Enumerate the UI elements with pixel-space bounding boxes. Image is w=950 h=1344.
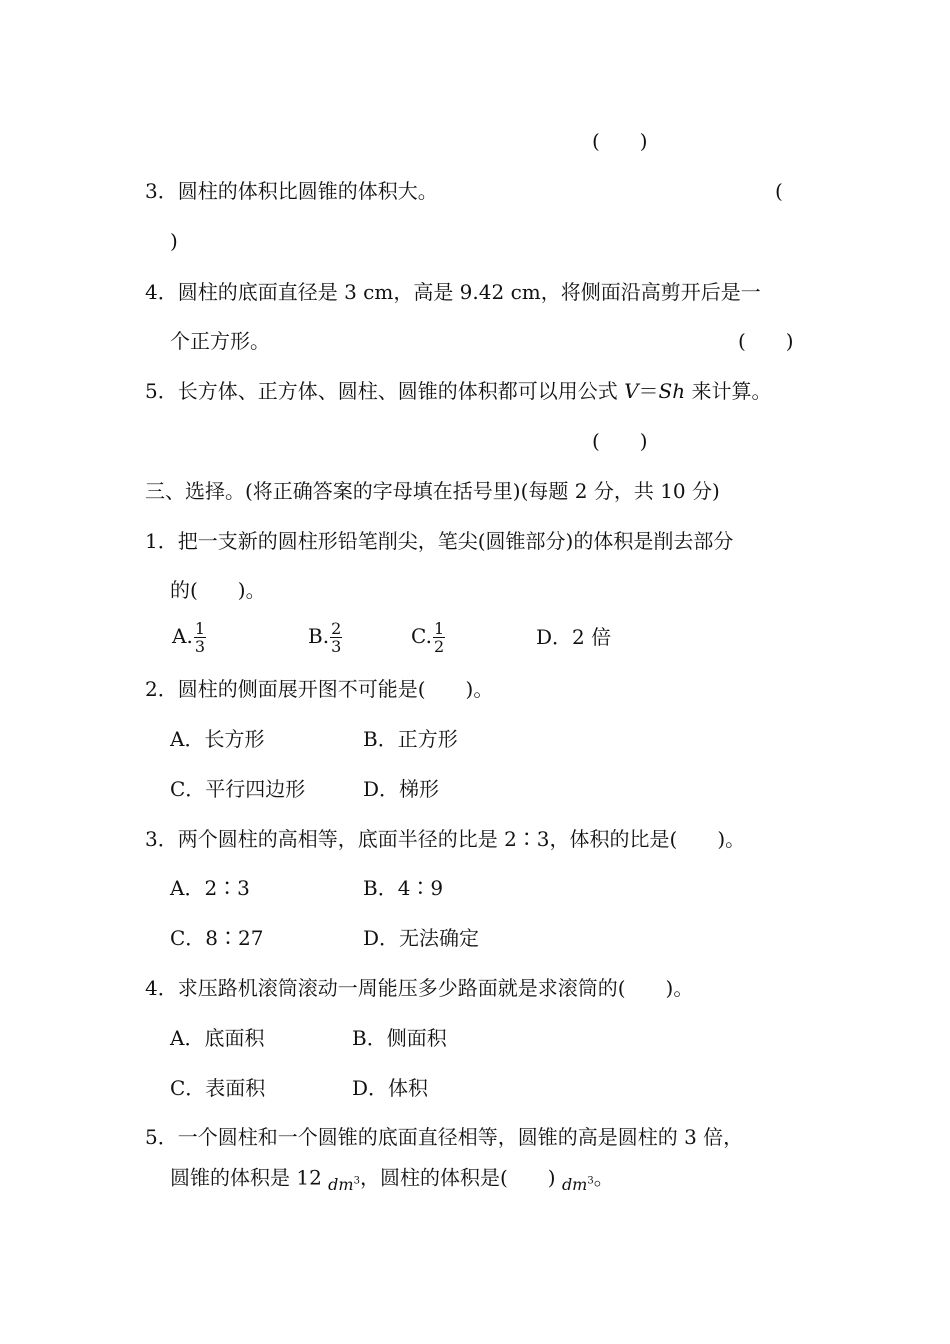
q5-unit-cylinder [562,1175,594,1194]
choice-q3-option-d: D．无法确定 [363,926,480,950]
unit-exponent: 3 [353,1176,360,1187]
choice-q4-text: 4．求压路机滚筒滚动一周能压多少路面就是求滚筒的( )。 [145,976,694,1000]
judge-q4-line1: 4．圆柱的底面直径是 3 cm，高是 9.42 cm，将侧面沿高剪开后是一 [145,280,761,304]
q5-cone-volume-text: 圆锥的体积是 12 [170,1165,329,1190]
choice-q2-option-a: A．长方形 [170,727,265,751]
fraction-denominator: 3 [194,637,205,656]
choice-q1-option-a [172,620,206,655]
choice-q3-option-a: A．2∶3 [170,876,250,900]
judge-q4-line2: 个正方形。 [170,329,270,353]
option-a-label: A. [172,624,193,648]
choice-q3-option-b: B．4∶9 [363,876,444,900]
section-heading-choice: 三、选择。(将正确答案的字母填在括号里)(每题 2 分，共 10 分) [145,479,720,503]
judge-q5-formula-v: V [624,379,639,403]
choice-q4-option-b: B．侧面积 [352,1026,447,1050]
judge-q5-text [145,378,772,404]
choice-q2-text: 2．圆柱的侧面展开图不可能是( )。 [145,677,494,701]
choice-q3-option-c: C．8∶27 [170,926,264,950]
choice-q5-line1: 5．一个圆柱和一个圆锥的底面直径相等，圆锥的高是圆柱的 3 倍， [145,1125,744,1149]
unit-text: dm [561,1175,588,1195]
option-b-fraction [330,620,342,655]
fraction-numerator: 1 [194,619,205,638]
judge-q3-paren-open: ( [775,179,783,203]
choice-q2-option-d: D．梯形 [363,777,440,801]
fraction-numerator: 2 [331,619,342,638]
option-c-label: C. [411,624,432,648]
judge-q3-paren-close: ) [170,229,178,253]
unit-text: dm [328,1175,354,1195]
choice-q2-option-b: B．正方形 [363,727,458,751]
option-a-fraction [194,620,206,655]
judge-q5-formula-sh: Sh [658,379,686,403]
unit-exponent: 3 [587,1176,594,1187]
q5-unit-cone [328,1175,360,1194]
option-b-label: B. [308,624,330,648]
choice-q4-option-c: C．表面积 [170,1076,266,1100]
judge-q5-suffix: 来计算。 [685,379,772,403]
choice-q1-option-d: D．2 倍 [536,625,612,649]
judge-q5-formula-eq: ＝ [638,379,659,403]
q5-cylinder-volume-text: ，圆柱的体积是( ) [359,1165,562,1190]
judge-q2-answer-paren: ( ) [592,129,648,153]
choice-q3-text: 3．两个圆柱的高相等，底面半径的比是 2∶3，体积的比是( )。 [145,827,746,851]
judge-q4-answer-paren: ( ) [738,329,794,353]
choice-q4-option-a: A．底面积 [170,1026,265,1050]
judge-q5-answer-paren: ( ) [592,429,648,453]
choice-q2-option-c: C．平行四边形 [170,777,306,801]
choice-q1-option-b [308,620,342,655]
choice-q1-line2: 的( )。 [170,578,266,602]
choice-q1-option-c [411,620,445,655]
option-c-fraction [433,620,445,655]
judge-q3-text: 3．圆柱的体积比圆锥的体积大。 [145,179,438,203]
fraction-denominator: 3 [331,637,342,656]
judge-q5-prefix: 5．长方体、正方体、圆柱、圆锥的体积都可以用公式 [145,379,625,403]
fraction-denominator: 2 [433,637,445,656]
fraction-numerator: 1 [433,619,445,638]
q5-end-mark: 。 [593,1165,614,1190]
choice-q1-line1: 1．把一支新的圆柱形铅笔削尖，笔尖(圆锥部分)的体积是削去部分 [145,529,734,553]
choice-q5-line2 [170,1163,614,1195]
choice-q4-option-d: D．体积 [352,1076,429,1100]
